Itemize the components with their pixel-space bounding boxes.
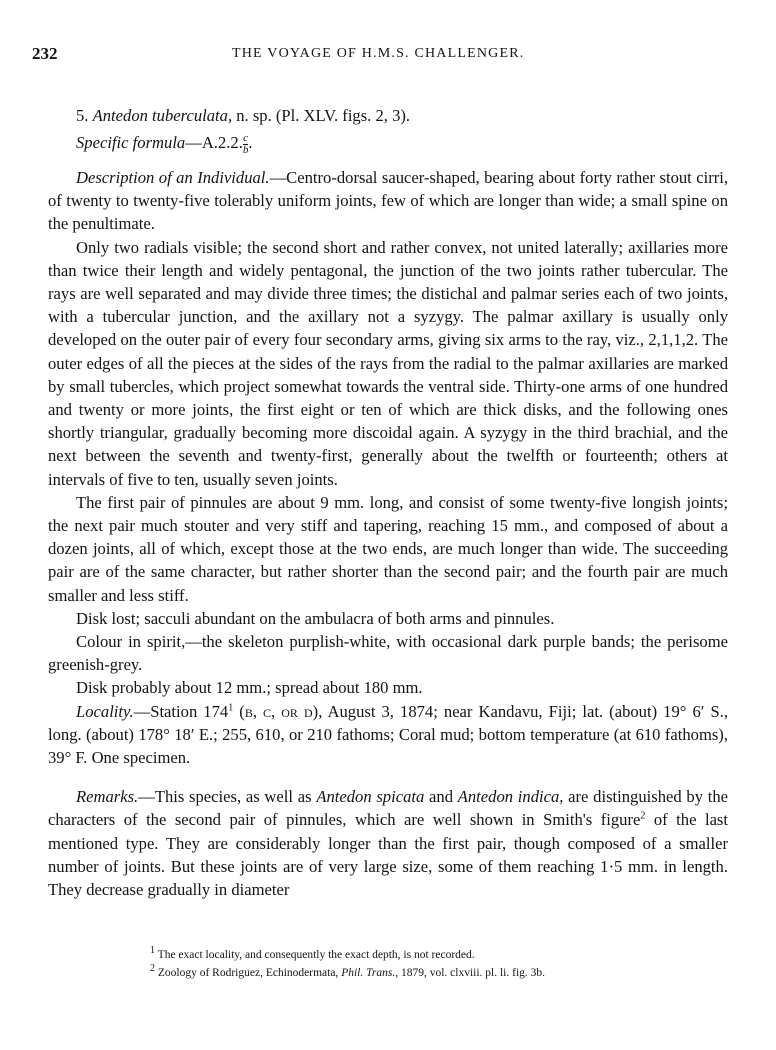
disk-paragraph: Disk lost; sacculi abundant on the ambulacra of both arms and pinnules.: [76, 608, 555, 628]
remarks-text-3: of the last mentioned type. They are considerably longer than the first pair, though composed of a smaller number of joints. But these joints are of very large size, some of them reaching 1·5 mm. in length. They decrease gradually in diameter: [48, 810, 728, 899]
specific-formula: [76, 131, 728, 156]
species-suffix: n. sp. (Pl. XLV. figs. 2, 3).: [236, 106, 411, 125]
remarks-species-1: Antedon spicata: [316, 787, 425, 807]
remarks-text-2: are distinguished by the characters of the second pair of pinnules, which are well shown in Smith's figure: [48, 787, 729, 830]
formula-denominator: b: [242, 143, 249, 156]
radials-paragraph: Only two radials visible; the second short and rather convex, not united laterally; axillaries more than twice their length and widely pentagonal, the junction of the two joints rather tubercular. The rays are well separated and may divide three times; the distichal and palmar series each of two joints, with a tubercular junction, and the axillary not a syzygy. The palmar axillary is usually only developed on the outer pair of every four secondary arms, giving six arms to the ray, viz., 2,1,1,2. The outer edges of all the pieces at the sides of the rays from the radial to the palmar axillaries are marked by small tubercles, which project somewhat towards the ventral side. Thirty-one arms of one hundred and twenty or more joints, the first eight or ten of which are thick disks, and the following ones shortly triangular, gradually becoming more discoidal again. A syzygy in the third brachial, and the next between the seventh and twenty-first, generally about the twelfth or fourteenth; others at intervals of five to ten, usually seven joints.: [48, 237, 728, 489]
footnote-ref-2: 2: [640, 810, 646, 822]
species-heading: [76, 104, 728, 127]
footnote-1: [150, 946, 750, 964]
formula-label: Specific formula: [76, 133, 186, 153]
footnote-1-text: The exact locality, and consequently the exact depth, is not recorded.: [155, 949, 475, 961]
remarks-paragraph: [48, 785, 728, 901]
footnote-2-journal: Phil. Trans.,: [341, 967, 399, 979]
remarks-species-2: Antedon indica,: [457, 787, 564, 807]
footnote-2-text-1: Zoology of Rodriguez, Echinodermata,: [155, 967, 342, 979]
footnote-ref-1: 1: [228, 702, 234, 714]
footnote-2: [150, 964, 750, 982]
page-body: [48, 104, 728, 901]
locality-label: Locality.: [76, 701, 134, 721]
footnote-2-text-2: 1879, vol. clxviii. pl. li. fig. 3b.: [398, 967, 546, 979]
page-header: [32, 44, 732, 68]
footnote-1-mark: 1: [150, 945, 155, 957]
footnotes: [150, 946, 750, 982]
remarks-label: Remarks.: [76, 787, 139, 807]
spread-paragraph: Disk probably about 12 mm.; spread about 180 mm.: [76, 678, 423, 698]
section-gap: [48, 769, 728, 785]
formula-end: .: [248, 133, 253, 153]
colour-paragraph: Colour in spirit,—the skeleton purplish-white, with occasional dark purple bands; the perisome greenish-grey.: [48, 631, 728, 675]
locality-stations: b, c, or d: [244, 701, 313, 721]
pinnules-paragraph: The first pair of pinnules are about 9 mm. long, and consist of some twenty-five longish joints; the next pair much stouter and very stiff and tapering, reaching 15 mm., and composed of about a dozen joints, all of which, except those at the two ends, are much longer than wide. The succeeding pair are of the same character, but rather shorter than the second pair; and the fourth pair are much smaller and less stiff.: [48, 492, 728, 605]
remarks-text-1: —This species, as well as: [138, 787, 317, 807]
remarks-and: and: [424, 787, 458, 807]
page-number: 232: [32, 44, 58, 63]
description-heading: Description of an Individual.: [76, 167, 270, 187]
species-number: 5.: [76, 106, 89, 125]
running-title: THE VOYAGE OF H.M.S. CHALLENGER.: [232, 46, 525, 61]
formula-numerator: c: [243, 131, 249, 144]
locality-text: ), August 3, 1874; near Kandavu, Fiji; lat. (about) 19° 6′ S., long. (about) 178° 18′ E.; 255, 610, or 210 fathoms; Coral mud; bottom temperature (at 610 fathoms), 39° F. One specimen.: [48, 701, 728, 767]
description-paragraph: [48, 166, 728, 236]
locality-open-paren: (: [233, 701, 245, 721]
locality-station: —Station 174: [133, 701, 229, 721]
footnote-2-mark: 2: [150, 963, 155, 975]
locality-paragraph: [48, 700, 728, 770]
species-name: Antedon tuberculata,: [92, 106, 233, 125]
description-text: —Centro-dorsal saucer-shaped, bearing about forty rather stout cirri, of twenty to twenty-five tolerably uniform joints, few of which are longer than wide; a small spine on the penultimate.: [48, 167, 729, 234]
formula-dash: —A.2.2.: [185, 133, 243, 153]
